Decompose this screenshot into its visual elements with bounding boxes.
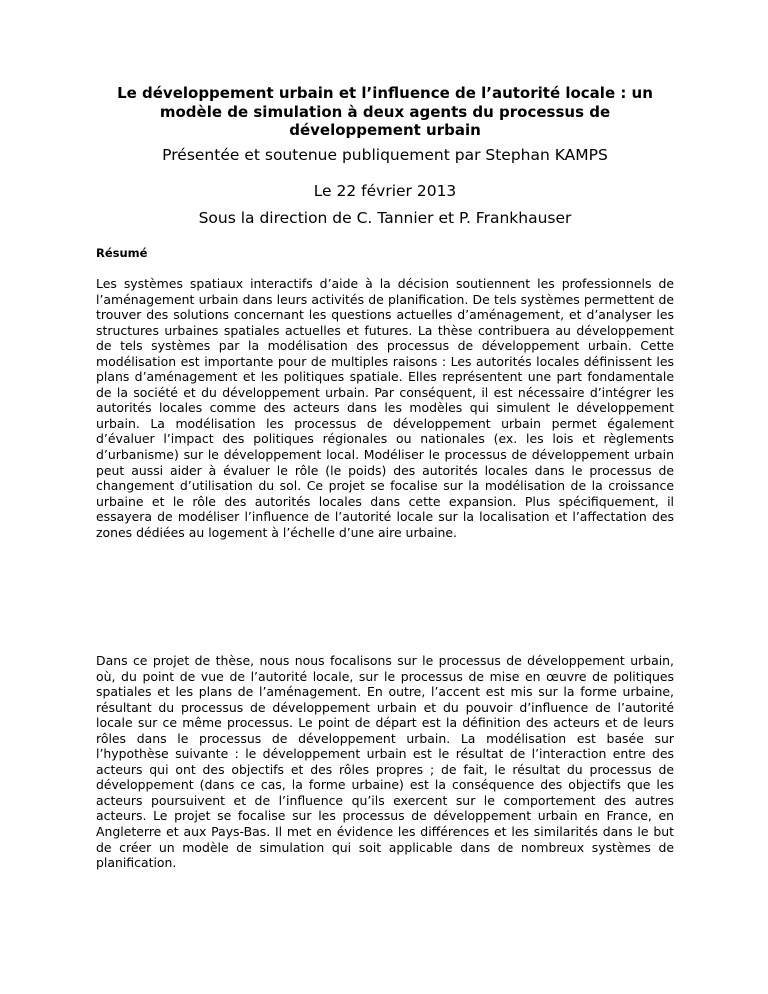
- author-line: Présentée et soutenue publiquement par Stephan KAMPS: [162, 146, 608, 164]
- direction-line: Sous la direction de C. Tannier et P. Frankhauser: [198, 209, 572, 227]
- document-title: Le développement urbain et l’influence de l’autorité locale : un modèle de simulation à deux agents du processus de développement urbain: [117, 84, 653, 139]
- date-line: Le 22 février 2013: [313, 182, 457, 200]
- abstract-heading: Résumé: [96, 246, 148, 260]
- abstract-paragraph-1: Les systèmes spatiaux interactifs d’aide à la décision soutiennent les professionnels de l’aménagement urbain dans leurs activités de planification. De tels systèmes permettent de trouver des solutions concernant les questions actuelles d’aménagement, et d’analyser les structures urbaines spatiales actuelles et futures. La thèse contribuera au développement de tels systèmes par la modélisation des processus de développement urbain. Cette modélisation est importante pour de multiples raisons : Les autorités locales définissent les plans d’aménagement et les politiques spatiale. Elles représentent une part fondamentale de la société et du développement urbain. Par conséquent, il est nécessaire d’intégrer les autorités locales comme des acteurs dans les modèles qui simulent le développement urbain. La modélisation les processus de développement urbain permet également d’évaluer l’impact des politiques régionales ou nationales (ex. les lois et règlements d’urbanisme) sur le développement local. Modéliser le processus de développement urbain peut aussi aider à évaluer le rôle (le poids) des autorités locales dans le processus de changement d’utilisation du sol. Ce projet se focalise sur la modélisation de la croissance urbaine et le rôle des autorités locales dans cette expansion. Plus spécifiquement, il essayera de modéliser l’influence de l’autorité locale sur la localisation et l’affectation des zones dédiées au logement à l’échelle d’une aire urbaine.: [96, 276, 674, 540]
- abstract-paragraph-2: Dans ce projet de thèse, nous nous focalisons sur le processus de développement urbain, où, du point de vue de l’autorité locale, sur le processus de mise en œuvre de politiques spatiales et les plans de l’aménagement. En outre, l’accent est mis sur la forme urbaine, résultant du processus de développement urbain et du pouvoir d’influence de l’autorité locale sur ce même processus. Le point de départ est la définition des acteurs et de leurs rôles dans le processus de développement urbain. La modélisation est basée sur l’hypothèse suivante : le développement urbain est le résultat de l’interaction entre des acteurs qui ont des objectifs et des rôles propres ; de fait, le résultat du processus de développement (dans ce cas, la forme urbaine) est la conséquence des objectifs que les acteurs poursuivent et de l’influence qu’ils exercent sur le comportement des autres acteurs. Le projet se focalise sur les processus de développement urbain en France, en Angleterre et aux Pays-Bas. Il met en évidence les différences et les similarités dans le but de créer un modèle de simulation qui soit applicable dans de nombreux systèmes de planification.: [96, 653, 674, 871]
